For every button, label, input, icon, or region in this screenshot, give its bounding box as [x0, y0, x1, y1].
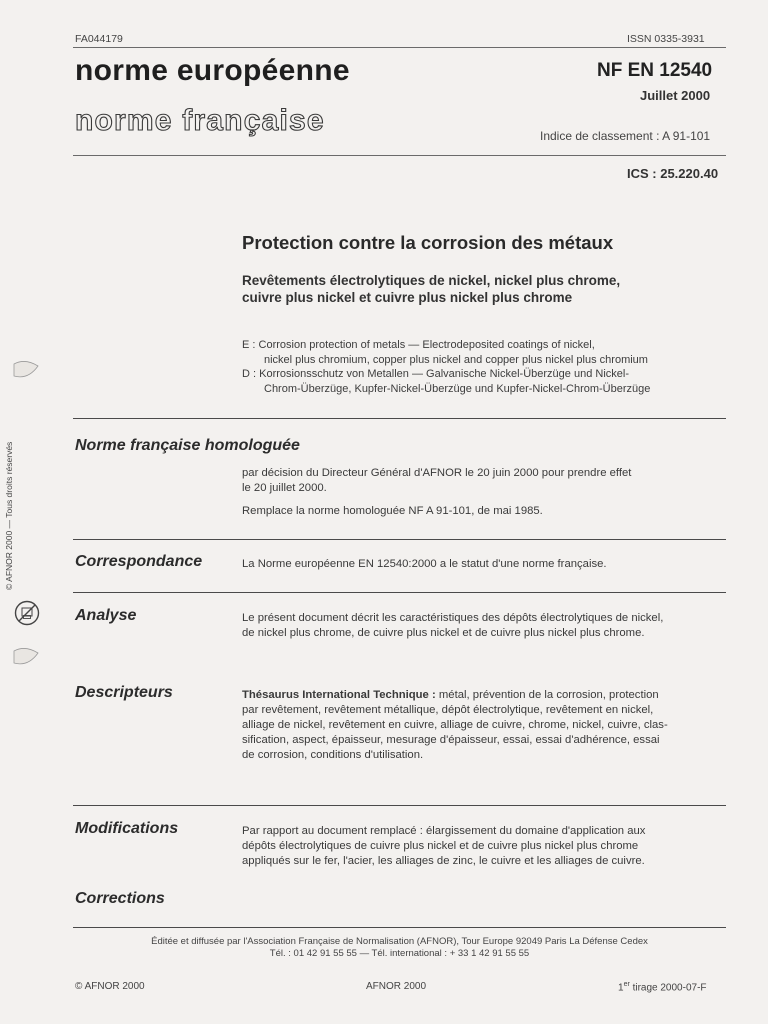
descripteurs-line-1 — [242, 688, 737, 703]
ics-code: ICS : 25.220.40 — [627, 166, 719, 181]
no-photocopy-icon — [14, 600, 40, 626]
section-rule-3 — [73, 592, 726, 593]
thesaurus-label: Thésaurus International Technique : — [242, 689, 436, 701]
homologuee-line-2: le 20 juillet 2000. — [242, 482, 327, 494]
descripteurs-line-5: de corrosion, conditions d'utilisation. — [242, 749, 424, 761]
punch-hole-top — [10, 358, 40, 382]
header-rule — [73, 155, 726, 156]
homologuee-line-1: par décision du Directeur Général d'AFNOR le 20 juin 2000 pour prendre effet — [242, 467, 632, 479]
modifications-text — [242, 824, 737, 869]
section-rule-2 — [73, 539, 726, 540]
section-rule-1 — [73, 418, 726, 419]
replaces-text: Remplace la norme homologuée NF A 91-101, de mai 1985. — [242, 505, 543, 517]
analyse-text — [242, 611, 737, 641]
subtitle-line-1: Revêtements électrolytiques de nickel, nickel plus chrome, — [242, 273, 621, 288]
document-code: FA044179 — [75, 33, 123, 45]
homologuee-text — [242, 466, 732, 519]
subtitle-line-2: cuivre plus nickel et cuivre plus nickel plus chrome — [242, 290, 573, 305]
title-french: norme française — [75, 104, 325, 137]
classification-index: Indice de classement : A 91-101 — [540, 129, 711, 143]
footer-rule — [73, 927, 726, 928]
phone-line: Tél. : 01 42 91 55 55 — Tél. international : + 33 1 42 91 55 55 — [269, 948, 530, 959]
modifications-line-1: Par rapport au document remplacé : élargissement du domaine d'application aux — [242, 825, 646, 837]
analyse-line-2: de nickel plus chrome, de cuivre plus nickel et de cuivre plus nickel plus chrome. — [242, 627, 645, 639]
section-heading-corrections: Corrections — [75, 890, 165, 907]
punch-hole-bottom — [10, 645, 40, 669]
translations — [242, 338, 732, 396]
descripteurs-line-1-rest: métal, prévention de la corrosion, protection — [435, 689, 659, 701]
document-title: Protection contre la corrosion des métaux — [242, 232, 614, 253]
section-heading-homologuee: Norme française homologuée — [75, 437, 300, 454]
descripteurs-text — [242, 688, 737, 763]
correspondance-text: La Norme européenne EN 12540:2000 a le statut d'une norme française. — [242, 558, 607, 570]
tirage-sup: er — [623, 981, 630, 988]
analyse-line-1: Le présent document décrit les caractéristiques des dépôts électrolytiques de nickel, — [242, 612, 664, 624]
issn: ISSN 0335-3931 — [627, 33, 705, 45]
standard-number: NF EN 12540 — [597, 60, 713, 81]
section-heading-descripteurs: Descripteurs — [75, 684, 173, 701]
section-heading-analyse: Analyse — [75, 607, 137, 624]
footer-copyright: © AFNOR 2000 — [75, 981, 145, 992]
title-european: norme européenne — [75, 54, 350, 87]
footer-tirage — [618, 981, 707, 993]
footer-center: AFNOR 2000 — [366, 981, 427, 992]
rights-reserved-vertical: © AFNOR 2000 — Tous droits réservés — [4, 441, 14, 590]
publisher-line: Éditée et diffusée par l'Association Française de Normalisation (AFNOR), Tour Europe 92049 Paris La Défense Cedex — [151, 936, 648, 947]
section-rule-4 — [73, 805, 726, 806]
tirage-number: 1 — [618, 982, 624, 994]
tirage-text: tirage 2000-07-F — [629, 982, 707, 994]
section-heading-modifications: Modifications — [75, 820, 179, 837]
descripteurs-line-2: par revêtement, revêtement métallique, dépôt électrolytique, revêtement en nickel, — [242, 704, 654, 716]
descripteurs-line-4: sification, aspect, épaisseur, mesurage d'épaisseur, essai, essai d'adhérence, essai — [242, 734, 660, 746]
publisher-info — [73, 936, 726, 960]
translation-german-1: D : Korrosionsschutz von Metallen — Galvanische Nickel-Überzüge und Nickel- — [242, 368, 629, 380]
translation-german-2: Chrom-Überzüge, Kupfer-Nickel-Überzüge und Kupfer-Nickel-Chrom-Überzüge — [264, 382, 651, 395]
section-heading-correspondance: Correspondance — [75, 553, 203, 570]
modifications-line-3: appliqués sur le fer, l'acier, les alliages de zinc, le cuivre et les alliages de cuivre. — [242, 855, 645, 867]
translation-english-2: nickel plus chromium, copper plus nickel and copper plus nickel plus chromium — [264, 353, 648, 366]
descripteurs-line-3: alliage de nickel, revêtement en cuivre, alliage de cuivre, chrome, nickel, cuivre, clas- — [242, 719, 668, 731]
modifications-line-2: dépôts électrolytiques de cuivre plus nickel et de cuivre plus nickel plus chrome — [242, 840, 639, 852]
top-rule — [73, 47, 726, 48]
translation-english-1: E : Corrosion protection of metals — Electrodeposited coatings of nickel, — [242, 339, 595, 351]
publication-date: Juillet 2000 — [640, 88, 711, 103]
